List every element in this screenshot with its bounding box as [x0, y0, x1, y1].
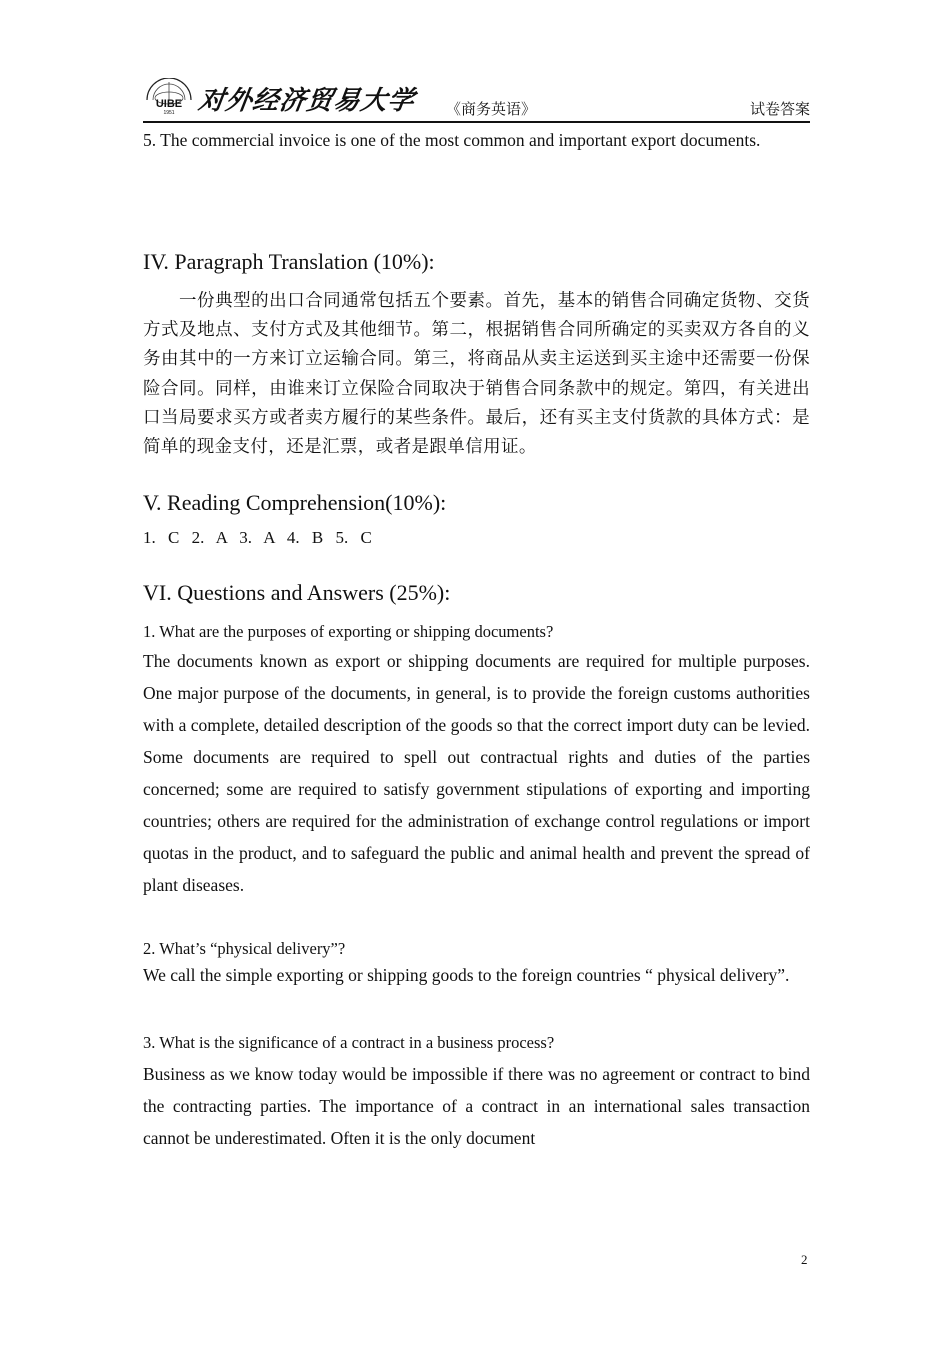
document-type: 试卷答案	[749, 102, 810, 118]
section-title-iv: IV. Paragraph Translation (10%):	[143, 249, 435, 274]
course-title: 《商务英语》	[446, 102, 537, 118]
university-name: 对外经济贸易大学	[196, 86, 417, 116]
page-header	[143, 76, 810, 124]
answer-1: The documents known as export or shipping documents are required for multiple purposes. One major purpose of the documents, in general, is to provide the foreign customs authorities with a complete, detailed description of the goods so that the correct import duty can be levied. Some documents are required to spell out contractual rights and duties of the parties concerned; some are required to satisfy government stipulations of exporting and importing countries; others are required for the administration of exchange control regulations or import quotas in the product, and to safeguard the public and animal health and prevent the spread of plant diseases.	[143, 651, 810, 896]
section-title-vi: VI. Questions and Answers (25%):	[143, 580, 451, 606]
question-2: 2. What’s “physical delivery”?	[143, 939, 346, 959]
question-item-5: 5. The commercial invoice is one of the most common and important export documents.	[143, 130, 761, 150]
university-logo	[143, 78, 195, 116]
section-title-v: V. Reading Comprehension(10%):	[143, 490, 447, 516]
logo-year: 1951	[163, 110, 175, 116]
page-content	[143, 126, 810, 1154]
question-1: 1. What are the purposes of exporting or shipping documents?	[143, 622, 554, 642]
page-number: 2	[801, 1252, 808, 1267]
question-3: 3. What is the significance of a contract in a business process?	[143, 1033, 555, 1053]
answer-2: We call the simple exporting or shipping goods to the foreign countries “ physical delivery”.	[143, 965, 790, 986]
reading-answers: 1. C 2. A 3. A 4. B 5. C	[143, 528, 372, 548]
header-rule	[143, 121, 810, 123]
answer-3: Business as we know today would be impossible if there was no agreement or contract to bind the contracting parties. The importance of a contract in an international sales transaction cannot be underestimated. Often it is the only document	[143, 1064, 810, 1149]
translation-paragraph: 一份典型的出口合同通常包括五个要素。首先，基本的销售合同确定货物、交货方式及地点、支付方式及其他细节。第二，根据销售合同所确定的买卖双方各自的义务由其中的一方来订立运输合同。第三，将商品从卖主运送到买主途中还需要一份保险合同。同样，由谁来订立保险合同取决于销售合同条款中的规定。第四，有关进出口当局要求买方或者卖方履行的某些条件。最后，还有买主支付货款的具体方式：是简单的现金支付，还是汇票，或者是跟单信用证。	[143, 291, 810, 458]
logo-text: UIBE	[155, 98, 183, 110]
